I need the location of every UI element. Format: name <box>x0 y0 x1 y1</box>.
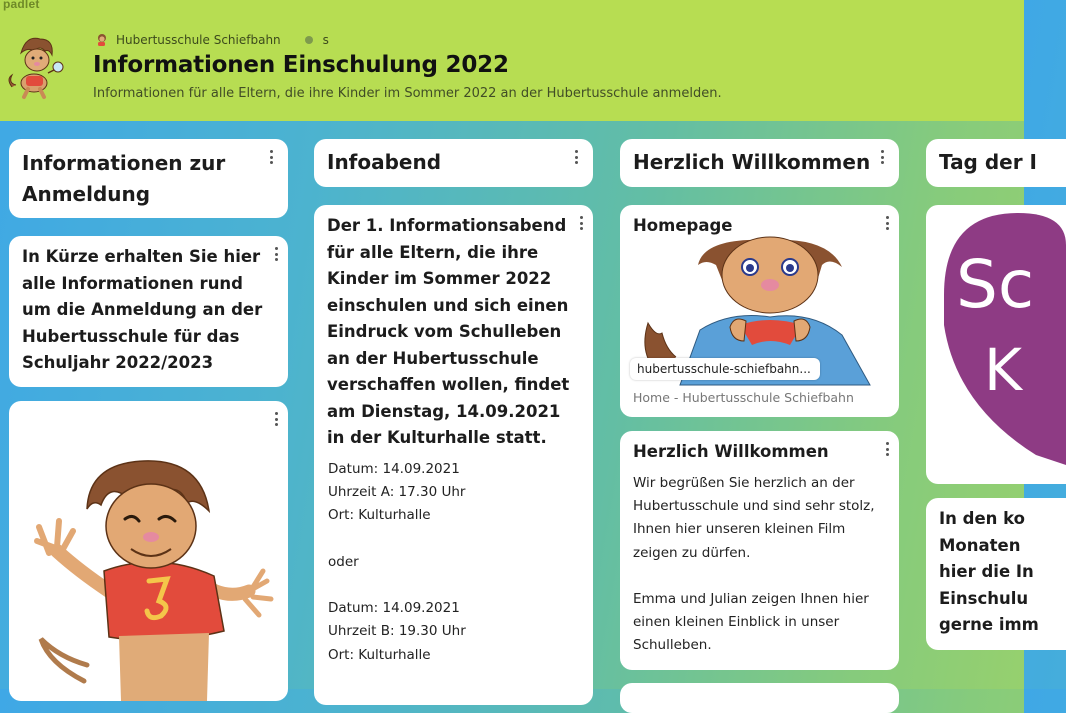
author-name[interactable]: Hubertusschule Schiefbahn <box>116 33 281 47</box>
link-domain: hubertusschule-schiefbahn... <box>637 362 811 376</box>
heart-text-line2: K <box>984 336 1023 404</box>
column-title: Informationen zur Anmeldung <box>22 151 226 206</box>
heart-text-line1: Sc <box>956 246 1035 323</box>
post-card[interactable] <box>620 431 899 670</box>
school-logo-icon <box>94 33 109 48</box>
more-options-icon[interactable] <box>269 150 273 164</box>
post-card-partial[interactable] <box>620 683 899 713</box>
more-options-icon[interactable] <box>579 216 583 230</box>
column-header-tag[interactable] <box>926 139 1066 187</box>
more-options-icon[interactable] <box>885 216 889 230</box>
link-domain-badge[interactable] <box>630 358 820 380</box>
column-title: Tag der I <box>939 150 1037 174</box>
heart-graphic-image <box>926 205 1066 484</box>
post-card[interactable] <box>314 205 593 705</box>
column-header-willkommen[interactable] <box>620 139 899 187</box>
author-suffix: s <box>322 33 329 47</box>
post-card[interactable] <box>9 236 288 387</box>
post-title: In den ko Monaten hier die In Einschulu gerne imm <box>939 509 1039 634</box>
page-subtitle: Informationen für alle Eltern, die ihre Kinder im Sommer 2022 an der Hubertusschule anmelden. <box>93 86 722 101</box>
separator-dot <box>305 36 313 44</box>
more-options-icon[interactable] <box>885 442 889 456</box>
post-card[interactable] <box>926 498 1066 650</box>
mascot-avatar-icon <box>4 33 72 99</box>
post-card-image[interactable] <box>9 401 288 701</box>
post-card-link[interactable] <box>620 205 899 417</box>
post-title: Herzlich Willkommen <box>633 442 829 461</box>
post-card-image[interactable] <box>926 205 1066 484</box>
page-title: Informationen Einschulung 2022 <box>93 52 509 78</box>
column-header-anmeldung[interactable] <box>9 139 288 218</box>
author-meta <box>94 31 329 49</box>
padlet-logo[interactable]: padlet <box>3 0 40 11</box>
post-title: Homepage <box>633 216 733 235</box>
column-title: Herzlich Willkommen <box>633 150 871 174</box>
post-title: In Kürze erhalten Sie hier alle Informationen rund um die Anmeldung an der Hubertusschule für das Schuljahr 2022/2023 <box>22 247 263 372</box>
mascot-dancing-image <box>9 401 288 701</box>
post-body: Datum: 14.09.2021 Uhrzeit A: 17.30 Uhr Ort: Kulturhalle oder Datum: 14.09.2021 Uhrzeit B: 19.30 Uhr Ort: Kulturhalle <box>328 461 466 663</box>
post-body: Wir begrüßen Sie herzlich an der Hubertusschule und sind sehr stolz, Ihnen hier unseren kleinen Film zeigen zu dürfen. Emma und Julian zeigen Ihnen hier einen kleinen Einblick in unser Schulleben. <box>633 475 875 654</box>
more-options-icon[interactable] <box>274 247 278 261</box>
column-header-infoabend[interactable] <box>314 139 593 187</box>
column-title: Infoabend <box>327 150 442 174</box>
more-options-icon[interactable] <box>880 150 884 164</box>
post-title: Der 1. Informationsabend für alle Eltern, die ihre Kinder im Sommer 2022 einschulen und sich einen Eindruck vom Schulleben an der Hubertusschule verschaffen wollen, findet am Dienstag, 14.09.2021 in der Kulturhalle statt. <box>327 216 570 447</box>
padlet-header <box>0 0 1024 121</box>
more-options-icon[interactable] <box>574 150 578 164</box>
link-caption[interactable]: Home - Hubertusschule Schiefbahn <box>633 390 854 405</box>
